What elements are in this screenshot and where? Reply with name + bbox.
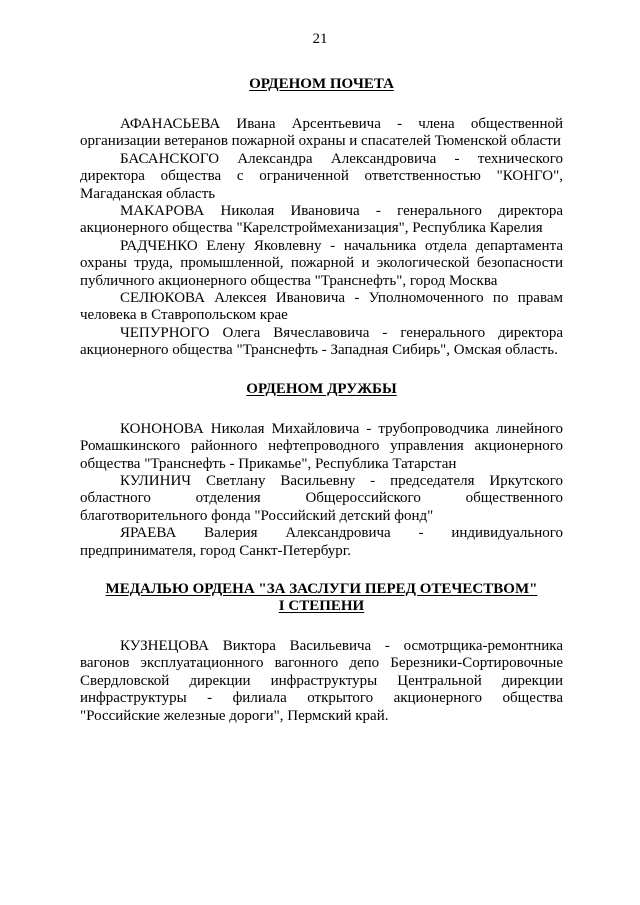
document-body <box>80 76 563 725</box>
section-title <box>80 581 563 615</box>
section-medal-of-order <box>80 581 563 725</box>
award-entry: КУЗНЕЦОВА Виктора Васильевича - осмотрщика-ремонтника вагонов эксплуатационного вагонного депо Березники-Сортировочные Свердловской дирекции инфраструктуры Центральной дирекции инфраструктуры - филиала открытого акционерного общества "Российские железные дороги", Пермский край. <box>80 637 563 724</box>
award-entry: ЧЕПУРНОГО Олега Вячеславовича - генерального директора акционерного общества "Транснефть - Западная Сибирь", Омская область. <box>80 324 563 359</box>
award-entry: КОНОНОВА Николая Михайловича - трубопроводчика линейного Ромашкинского районного нефтепроводного управления акционерного общества "Транснефть - Прикамье", Республика Татарстан <box>80 420 563 472</box>
section-spacer <box>80 560 563 581</box>
award-list <box>80 116 563 360</box>
award-entry: БАСАНСКОГО Александра Александровича - технического директора общества с ограниченной ответственностью "КОНГО", Магаданская область <box>80 150 563 202</box>
award-entry: ЯРАЕВА Валерия Александровича - индивидуального предпринимателя, город Санкт-Петербург. <box>80 525 563 559</box>
section-title <box>80 381 563 398</box>
section-title-line: I СТЕПЕНИ <box>278 597 365 614</box>
award-entry: АФАНАСЬЕВА Ивана Арсентьевича - члена общественной организации ветеранов пожарной охраны и спасателей Тюменской области <box>80 116 563 150</box>
page-number: 21 <box>312 31 328 47</box>
award-entry: РАДЧЕНКО Елену Яковлевну - начальника отдела департамента охраны труда, промышленной, пожарной и экологической безопасности публичного акционерного общества "Транснефть", город Москва <box>80 237 563 289</box>
section-title-line: МЕДАЛЬЮ ОРДЕНА "ЗА ЗАСЛУГИ ПЕРЕД ОТЕЧЕСТВОМ" <box>105 580 538 597</box>
award-entry: СЕЛЮКОВА Алексея Ивановича - Уполномоченного по правам человека в Ставропольском крае <box>80 290 563 324</box>
section-order-of-friendship <box>80 381 563 560</box>
section-spacer <box>80 360 563 381</box>
award-entry: МАКАРОВА Николая Ивановича - генерального директора акционерного общества "Карелстроймеханизация", Республика Карелия <box>80 203 563 237</box>
award-entry: КУЛИНИЧ Светлану Васильевну - председателя Иркутского областного отделения Общероссийского общественного благотворительного фонда "Российский детский фонд" <box>80 472 563 524</box>
award-list <box>80 638 563 725</box>
section-title-line: ОРДЕНОМ ДРУЖБЫ <box>246 380 397 397</box>
section-order-of-honour <box>80 76 563 360</box>
section-title <box>80 76 563 93</box>
award-list <box>80 421 563 560</box>
section-title-line: ОРДЕНОМ ПОЧЕТА <box>249 76 394 92</box>
